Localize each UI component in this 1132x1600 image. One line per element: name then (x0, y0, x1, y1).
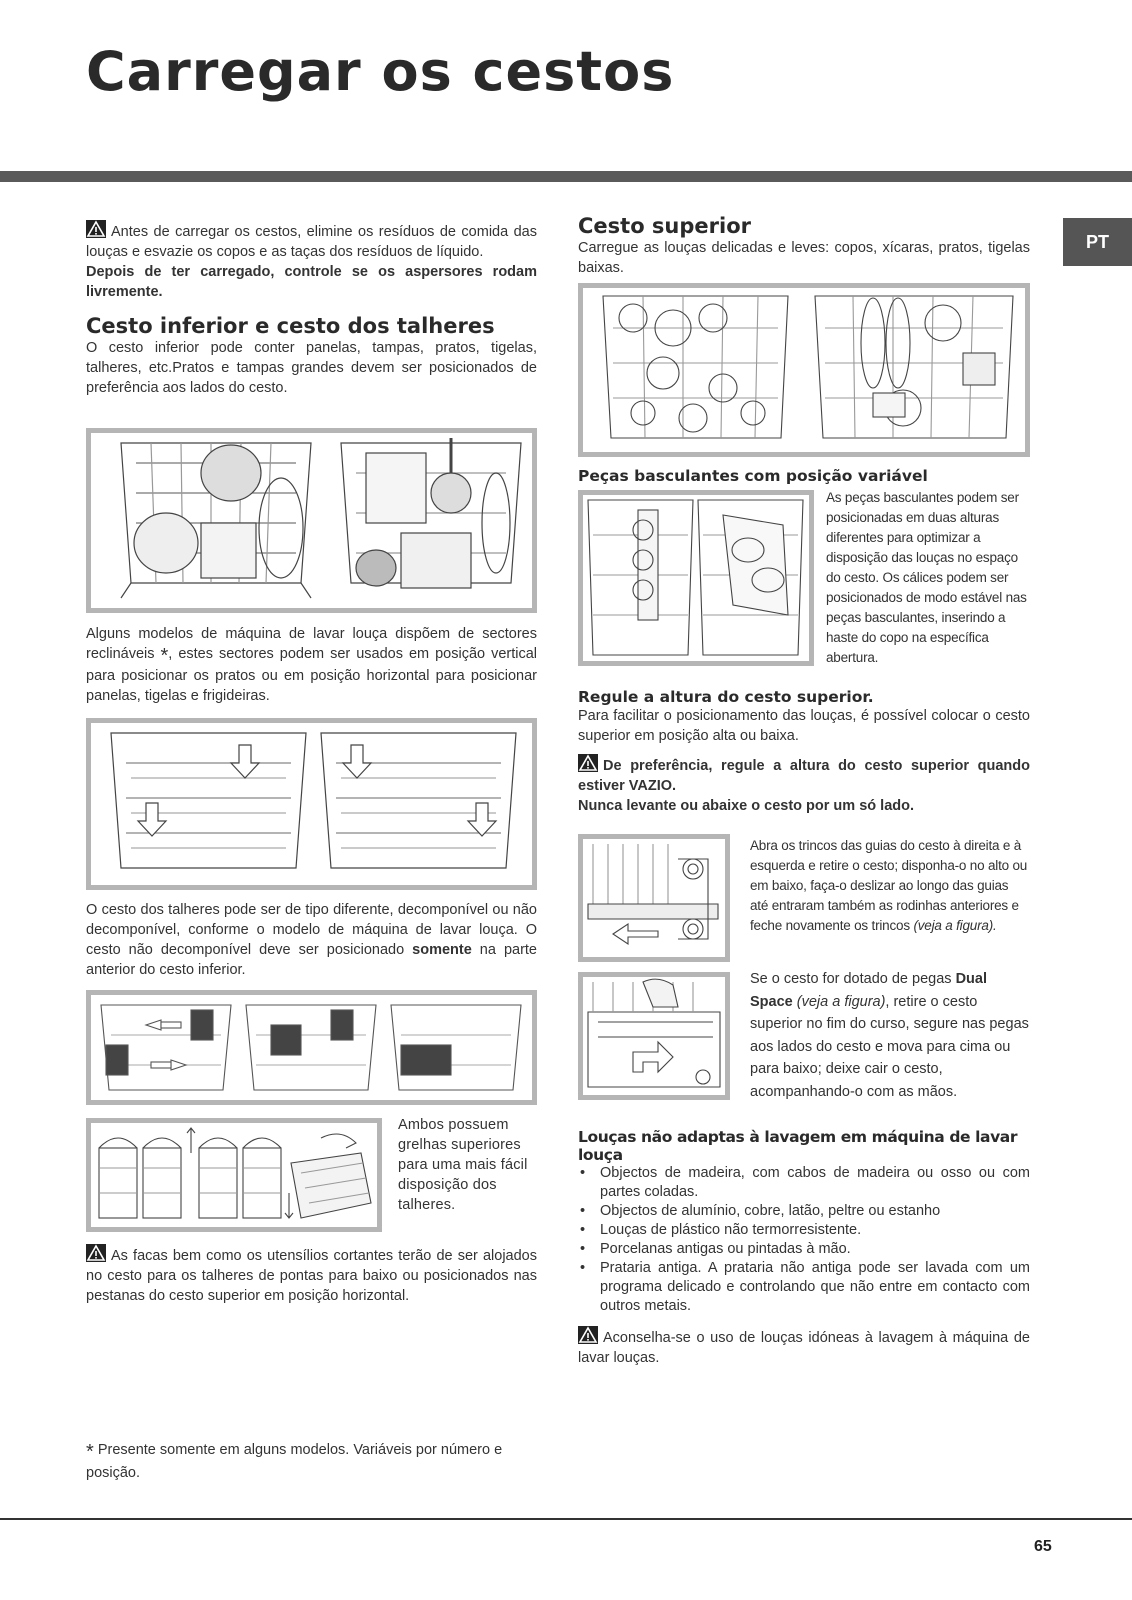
heading-adjust-height: Regule a altura do cesto superior. (578, 688, 874, 706)
latches-text-block (750, 836, 1030, 936)
page-title: Carregar os cestos (86, 40, 675, 103)
footnote-text: Presente somente em alguns modelos. Variáveis por número e posição. (86, 1442, 503, 1481)
heading-tilting-parts: Peças basculantes com posição variável (578, 467, 928, 485)
tilting-heading-block (578, 467, 1030, 485)
grids-text: Ambos possuem grelhas superiores para uma mais fácil disposição dos talheres. (398, 1117, 528, 1213)
dual-italic: (veja a figura) (792, 993, 886, 1010)
dual-text-a: Se o cesto for dotado de pegas (750, 971, 956, 987)
language-tab: PT (1063, 218, 1132, 266)
latches-paragraph (750, 836, 1030, 936)
right-column (578, 214, 1030, 278)
list-item: • Porcelanas antigas ou pintadas à mão. (578, 1240, 1030, 1259)
knives-block (86, 1244, 537, 1306)
latches-text-italic: (veja a figura). (913, 918, 997, 933)
page-number: 65 (1034, 1538, 1052, 1555)
tilting-text: As peças basculantes podem ser posicionadas em duas alturas diferentes para optimizar a disposição das louças no espaço do cesto. Os cálices podem ser posicionados de modo estável nas peças basculantes, inserindo a haste do copo na específica abertura. (826, 490, 1027, 665)
list-item: • Prataria antiga. A prataria não antiga pode ser lavada com um programa delicado e controlando que não entre em contacto com outros metais. (578, 1259, 1030, 1316)
height-text: Para facilitar o posicionamento das louças, é possível colocar o cesto superior em posição alta ou baixa. (578, 708, 1030, 744)
footnote-paragraph (86, 1440, 506, 1484)
dual-bold: Dual Space (750, 971, 987, 1010)
cutlery-text-bold: somente (412, 942, 472, 958)
asterisk: * (160, 645, 169, 667)
dual-text-b: , retire o cesto superior no fim do curso, segure nas pegas aos lados do cesto e mova para cima ou para baixo; deixe cair o cesto, acompanhando-o com as mãos. (750, 993, 1029, 1100)
height-warning-paragraph (578, 754, 1030, 796)
unsuitable-list (578, 1164, 1030, 1316)
sectors-text-a: Alguns modelos de máquina de lavar louça dispõem de sectores reclináveis (86, 626, 537, 662)
knives-warning-text: As facas bem como os utensílios cortantes terão de ser alojados no cesto para os talheres de pontas para baixo ou posicionados nas pestanas do cesto superior em posição horizontal. (86, 1248, 537, 1304)
figure-lower-basket (86, 428, 537, 613)
unsuitable-block (578, 1128, 1030, 1368)
warning-icon (86, 220, 106, 238)
intro-bold-text: Depois de ter carregado, controle se os aspersores rodam livremente. (86, 264, 537, 300)
heading-unsuitable: Louças não adaptas à lavagem em máquina de lavar louça (578, 1128, 1018, 1164)
cutlery-paragraph (86, 900, 537, 980)
height-block (578, 688, 1030, 816)
sectors-text-b: , estes sectores podem ser usados em posição vertical para posicionar os pratos ou em posição horizontal para posicionar panelas, tigelas e frigideiras. (86, 646, 538, 704)
dual-space-text-block (750, 968, 1030, 1103)
figure-latches (578, 834, 730, 962)
cutlery-block (86, 900, 537, 980)
lower-basket-text: O cesto inferior pode conter panelas, tampas, pratos, tigelas, talheres, etc.Pratos e tampas grandes devem ser posicionados de preferência aos lados do cesto. (86, 340, 537, 396)
list-item: • Objectos de alumínio, cobre, latão, peltre ou estanho (578, 1202, 1030, 1221)
intro-warning-text: Antes de carregar os cestos, elimine os resíduos de comida das louças e esvazie os copos e as taças dos resíduos de líquido. (86, 224, 537, 260)
grids-block (398, 1115, 528, 1215)
tilting-text-block (826, 488, 1030, 668)
final-warning-text: Aconselha-se o uso de louças idóneas à lavagem à máquina de lavar louças. (578, 1330, 1030, 1366)
warning-icon (86, 1244, 106, 1262)
latches-text-a: Abra os trincos das guias do cesto à direita e à esquerda e retire o cesto; disponha-o no alto ou em baixo, faça-o deslizar ao longo das guias até entraram também as rodinhas anteriores e feche novamente os trincos (750, 838, 1028, 933)
sectors-block (86, 624, 537, 706)
dual-space-paragraph (750, 968, 1030, 1103)
footer-divider (0, 1518, 1132, 1520)
footnote-asterisk: * (86, 1441, 94, 1463)
figure-cutlery-basket-positions (86, 990, 537, 1105)
warning-icon (578, 754, 598, 772)
heading-upper-basket: Cesto superior (578, 214, 751, 238)
final-warning-paragraph (578, 1326, 1030, 1368)
sectors-paragraph (86, 624, 537, 706)
cutlery-text-b: na parte anterior do cesto inferior. (86, 942, 537, 978)
upper-basket-text: Carregue as louças delicadas e leves: copos, xícaras, pratos, tigelas baixas. (578, 240, 1030, 276)
cutlery-text-a: O cesto dos talheres pode ser de tipo diferente, decomponível ou não decomponível, conforme o modelo de máquina de lavar louça. O cesto não decomponível deve ser posicionado (86, 902, 537, 958)
intro-warning-paragraph (86, 220, 537, 262)
figure-cutlery-grids (86, 1118, 382, 1232)
list-item: • Objectos de madeira, com cabos de madeira ou osso ou com partes coladas. (578, 1164, 1030, 1202)
figure-reclining-sectors (86, 718, 537, 890)
footnote (86, 1440, 506, 1484)
warning-icon (578, 1326, 598, 1344)
height-warning-text: De preferência, regule a altura do cesto superior quando estiver VAZIO. (578, 758, 1030, 794)
height-bold-text: Nunca levante ou abaixe o cesto por um só lado. (578, 798, 914, 814)
knives-warning-paragraph (86, 1244, 537, 1306)
list-item: • Louças de plástico não termorresistente. (578, 1221, 1030, 1240)
left-column (86, 220, 537, 398)
heading-lower-basket: Cesto inferior e cesto dos talheres (86, 314, 495, 338)
figure-dual-space (578, 972, 730, 1100)
header-divider (0, 171, 1132, 182)
figure-tilting-parts (578, 490, 814, 666)
figure-upper-basket (578, 283, 1030, 457)
